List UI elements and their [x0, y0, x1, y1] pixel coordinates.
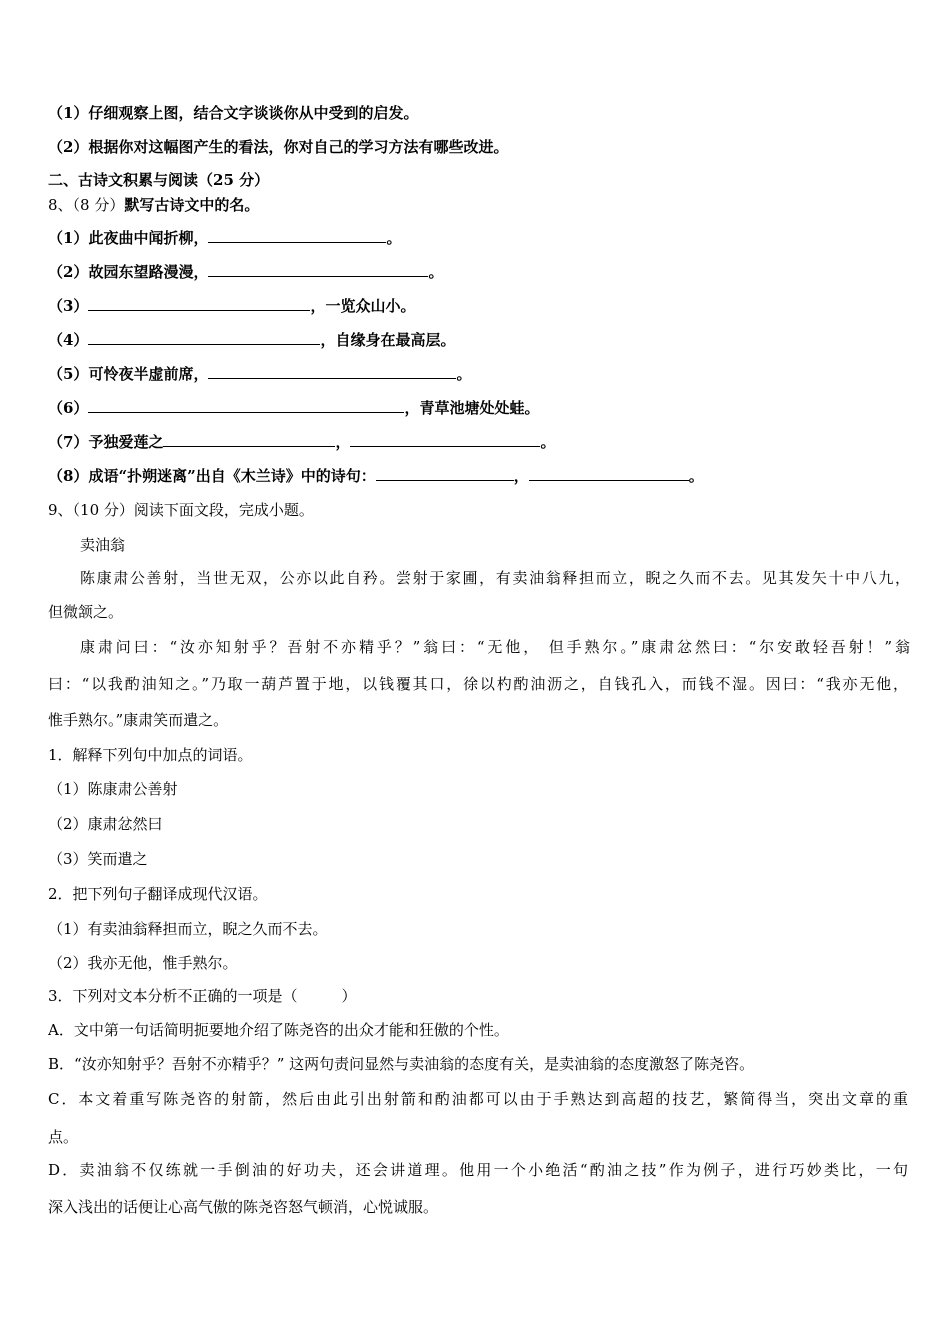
- passage-p1-line1: 陈康肃公善射，当世无双，公亦以此自矜。尝射于家圃，有卖油翁释担而立，睨之久而不去。见其发矢十中八九，: [80, 569, 910, 587]
- sub2-title: 2．把下列句子翻译成现代汉语。: [48, 885, 268, 903]
- q8-item-8: （8）成语“扑朔迷离”出自《木兰诗》中的诗句： ， 。: [48, 467, 704, 485]
- sub2-item-2: （2）我亦无他，惟手熟尔。: [48, 954, 238, 972]
- q8-item-7: （7）予独爱莲之 ， 。: [48, 433, 556, 451]
- q8-item-3: （3） ，一览众山小。: [48, 297, 416, 315]
- answer-blank[interactable]: [208, 364, 456, 379]
- answer-blank[interactable]: [208, 228, 386, 243]
- answer-blank[interactable]: [350, 432, 540, 447]
- option-c-line2[interactable]: 点。: [48, 1128, 79, 1146]
- sub1-item-2: （2）康肃忿然曰: [48, 815, 163, 833]
- passage-p2-line3: 惟手熟尔。”康肃笑而遣之。: [48, 711, 229, 729]
- q8-item-5: （5）可怜夜半虚前席， 。: [48, 365, 472, 383]
- option-c-line1[interactable]: C．本文着重写陈尧咨的射箭，然后由此引出射箭和酌油都可以由于手熟达到高超的技艺，繁简得当，突出文章的重: [48, 1090, 908, 1108]
- answer-blank[interactable]: [163, 432, 335, 447]
- q8-item-4: （4） ，自缘身在最高层。: [48, 331, 456, 349]
- answer-blank[interactable]: [88, 296, 310, 311]
- q8-header: [48, 195, 908, 215]
- prev-question-2: （2）根据你对这幅图产生的看法，你对自己的学习方法有哪些改进。: [48, 138, 509, 156]
- sub1-title: 1．解释下列句中加点的词语。: [48, 746, 253, 764]
- q8-item-6: （6） ，青草池塘处处蛙。: [48, 399, 540, 417]
- option-d-line1[interactable]: D．卖油翁不仅练就一手倒油的好功夫，还会讲道理。他用一个小绝活“酌油之技”作为例子，进行巧妙类比，一句: [48, 1161, 908, 1179]
- answer-blank[interactable]: [376, 466, 514, 481]
- q8-item-2: （2）故园东望路漫漫， 。: [48, 263, 444, 281]
- answer-blank[interactable]: [208, 262, 428, 277]
- q8-number: 8、: [48, 196, 73, 214]
- passage-p2-line1: 康肃问曰：“汝亦知射乎？吾射不亦精乎？”翁曰：“无他， 但手熟尔。”康肃忿然曰：“尔安敢轻吾射！”翁: [80, 638, 910, 656]
- sub1-item-1: （1）陈康肃公善射: [48, 780, 178, 798]
- sub3-title: 3．下列对文本分析不正确的一项是（ ）: [48, 987, 357, 1005]
- sub2-item-1: （1）有卖油翁释担而立，睨之久而不去。: [48, 920, 328, 938]
- answer-blank[interactable]: [88, 330, 320, 345]
- answer-blank[interactable]: [529, 466, 689, 481]
- q8-item-1: （1）此夜曲中闻折柳， 。: [48, 229, 402, 247]
- passage-p1-line2: 但微颔之。: [48, 603, 124, 621]
- answer-blank[interactable]: [88, 398, 404, 413]
- q9-intro: 9、（10 分）阅读下面文段，完成小题。: [48, 501, 314, 519]
- option-d-line2[interactable]: 深入浅出的话便让心高气傲的陈尧咨怒气顿消，心悦诚服。: [48, 1198, 439, 1216]
- q8-instruction: 默写古诗文中的名。: [124, 196, 260, 214]
- passage-p2-line2: 曰：“以我酌油知之。”乃取一葫芦置于地，以钱覆其口，徐以杓酌油沥之，自钱孔入，而钱不湿。因曰：“我亦无他，: [48, 675, 908, 693]
- option-b[interactable]: B．“汝亦知射乎？吾射不亦精乎？” 这两句责问显然与卖油翁的态度有关，是卖油翁的态度激怒了陈尧咨。: [48, 1055, 755, 1073]
- prev-question-1: （1）仔细观察上图，结合文字谈谈你从中受到的启发。: [48, 104, 419, 122]
- q8-score: （8 分）: [72, 196, 125, 214]
- option-a[interactable]: A．文中第一句话简明扼要地介绍了陈尧咨的出众才能和狂傲的个性。: [48, 1021, 509, 1039]
- passage-title: 卖油翁: [80, 536, 126, 554]
- section-title: 二、古诗文积累与阅读（25 分）: [48, 171, 270, 189]
- sub1-item-3: （3）笑而遣之: [48, 850, 148, 868]
